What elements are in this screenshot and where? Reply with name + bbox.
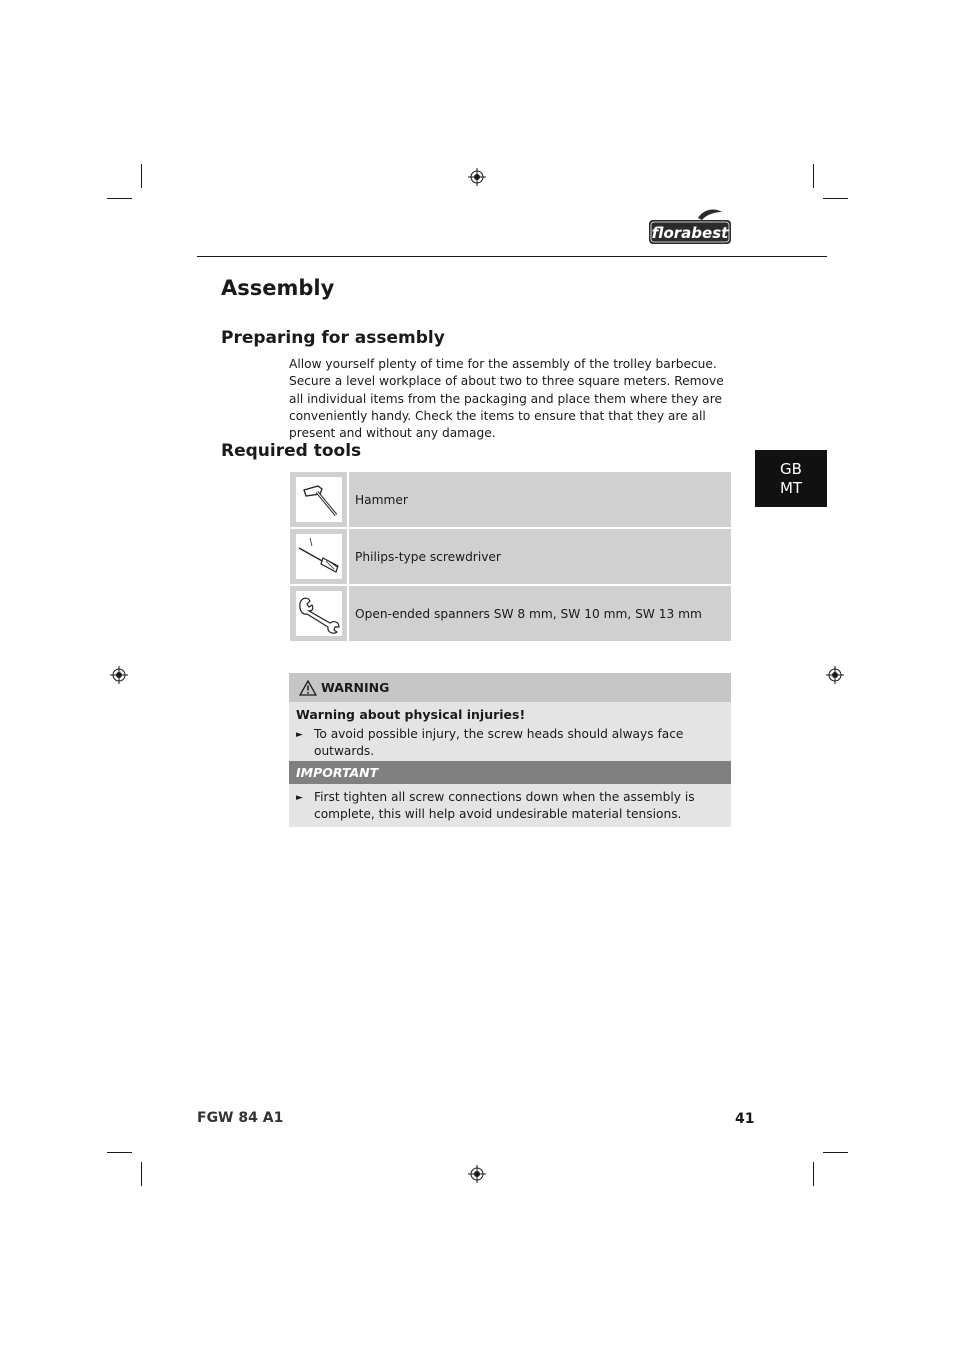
- language-tab: [755, 450, 827, 507]
- crop-mark: [823, 198, 848, 199]
- crop-mark: [823, 1152, 848, 1153]
- crop-mark: [107, 198, 132, 199]
- section-heading-preparing: Preparing for assembly: [221, 328, 445, 348]
- florabest-logo: [648, 206, 732, 246]
- warning-triangle-icon: [299, 680, 317, 696]
- registration-mark-icon: [468, 168, 486, 186]
- warning-subtitle: Warning about physical injuries!: [296, 707, 526, 722]
- important-header: IMPORTANT: [289, 761, 731, 784]
- important-box: [289, 761, 731, 827]
- warning-title: WARNING: [321, 680, 390, 695]
- svg-text:florabest: florabest: [651, 224, 729, 242]
- crop-mark: [141, 164, 142, 188]
- table-row: [290, 528, 731, 585]
- registration-mark-icon: [468, 1165, 486, 1183]
- section-heading-required-tools: Required tools: [221, 441, 362, 461]
- page-number: 41: [735, 1111, 755, 1127]
- bullet-arrow-icon: ►: [296, 730, 303, 740]
- tool-label: Open-ended spanners SW 8 mm, SW 10 mm, SW 13 mm: [348, 585, 731, 642]
- footer-model: FGW 84 A1: [197, 1110, 284, 1126]
- page-title: Assembly: [221, 276, 335, 300]
- spanner-icon: [296, 591, 342, 636]
- list-item: [296, 726, 725, 760]
- tool-label: Hammer: [348, 472, 731, 528]
- tools-table: [290, 472, 731, 643]
- important-text: First tighten all screw connections down when the assembly is complete, this will help avoid undesirable material tensions.: [314, 790, 695, 821]
- crop-mark: [141, 1162, 142, 1186]
- screwdriver-icon: [296, 534, 342, 579]
- header-rule: [197, 256, 827, 257]
- crop-mark: [813, 164, 814, 188]
- crop-mark: [107, 1152, 132, 1153]
- warning-header: [289, 673, 731, 702]
- list-item: [296, 789, 725, 823]
- preparing-paragraph: Allow yourself plenty of time for the assembly of the trolley barbecue. Secure a level workplace of about two to three square meters. Remove all individual items from the packaging and place them where they are conveniently handy. Check the items to ensure that that they are all present and without any damage.: [289, 357, 724, 441]
- registration-mark-icon: [826, 666, 844, 684]
- warning-box: [289, 673, 731, 764]
- language-code: GB: [780, 459, 802, 478]
- tool-label: Philips-type screwdriver: [348, 528, 731, 585]
- hammer-icon: [296, 477, 342, 522]
- table-row: [290, 472, 731, 528]
- warning-text: To avoid possible injury, the screw heads should always face outwards.: [314, 727, 684, 758]
- crop-mark: [813, 1162, 814, 1186]
- registration-mark-icon: [110, 666, 128, 684]
- language-code: MT: [779, 478, 803, 497]
- bullet-arrow-icon: ►: [296, 793, 303, 803]
- table-row: [290, 585, 731, 642]
